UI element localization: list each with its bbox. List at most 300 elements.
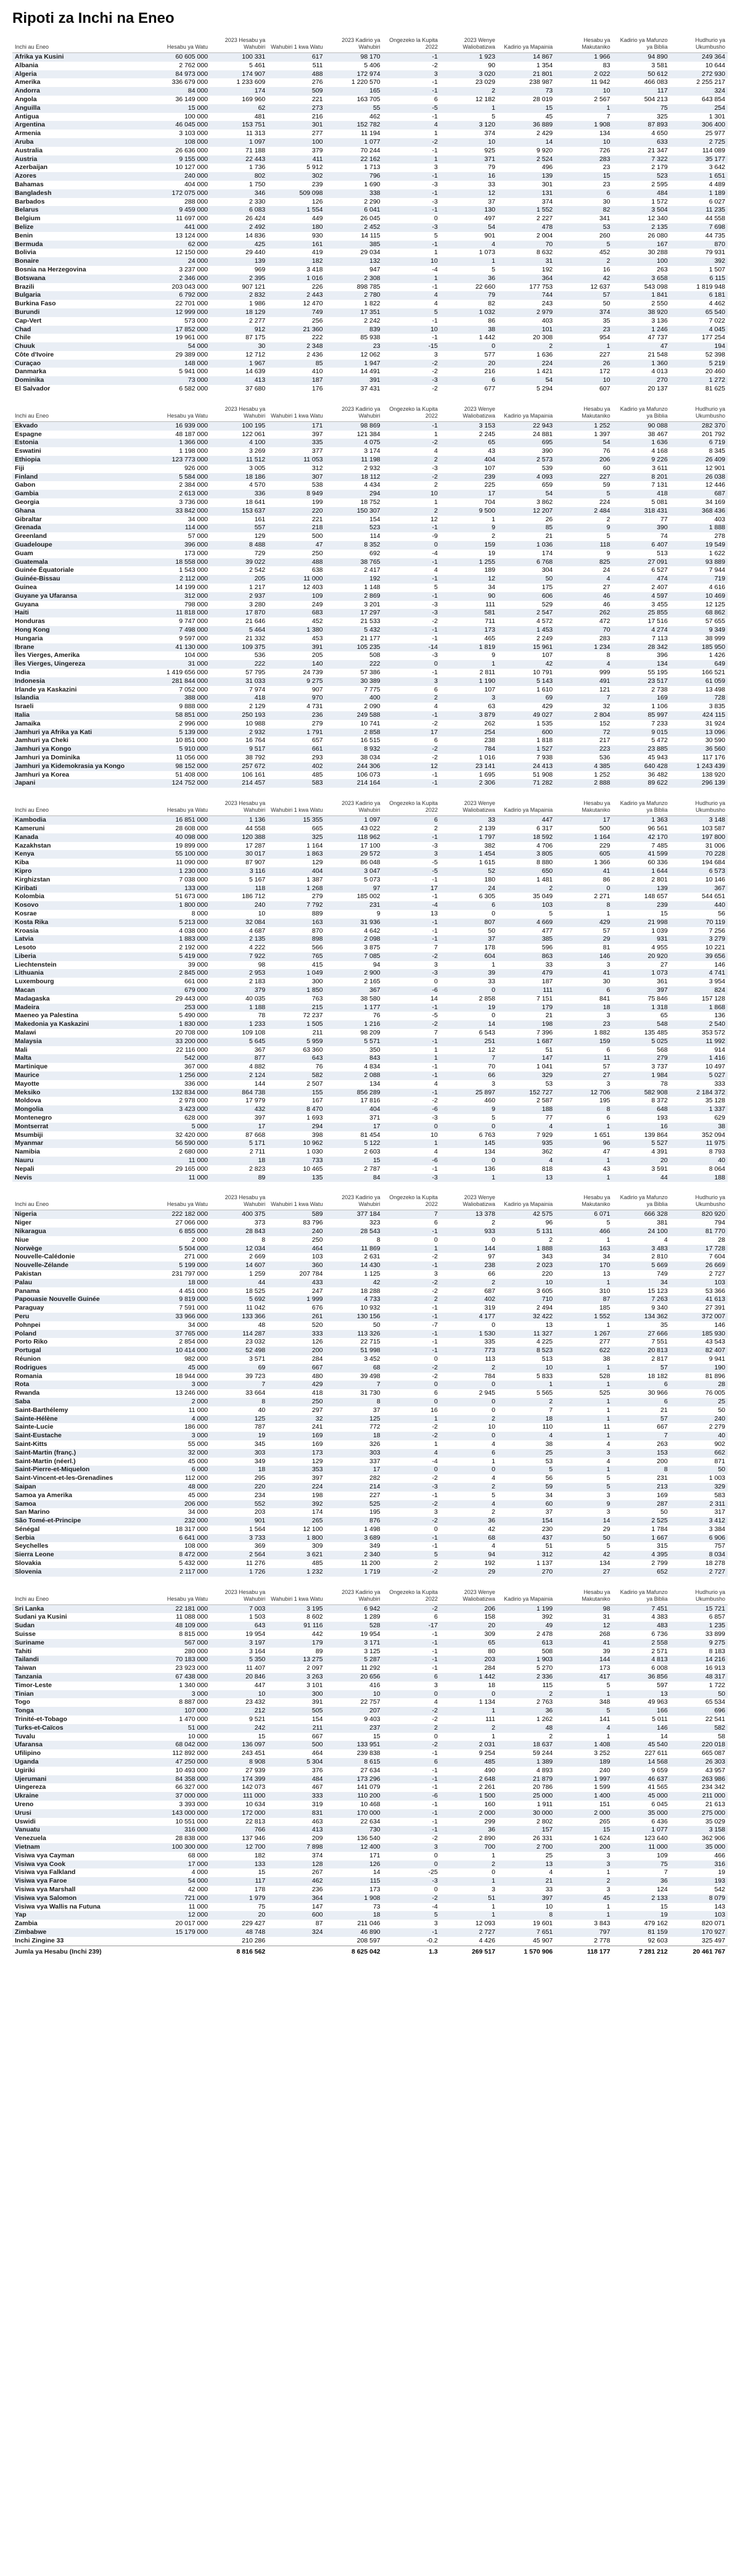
table-cell: 12 207 (498, 507, 555, 516)
country-name: Guatemala (12, 558, 153, 567)
table-cell: 8 372 (612, 1097, 670, 1105)
country-name: Kazakhstan (12, 842, 153, 851)
table-cell: 1 (383, 155, 440, 164)
table-cell: 3 153 (440, 421, 498, 430)
country-name: Porto Riko (12, 1338, 153, 1347)
table-cell: 10 414 000 (153, 1347, 210, 1355)
table-cell: 50 (440, 927, 498, 936)
table-cell: 1 220 570 (325, 78, 382, 87)
table-cell: 42 (440, 1525, 498, 1534)
table-cell: 3 (555, 961, 612, 970)
table-cell: 0 (383, 1123, 440, 1131)
table-row (12, 163, 728, 172)
table-cell: 39 (440, 969, 498, 978)
table-cell: 33 (440, 816, 498, 825)
table-cell: 179 (498, 1004, 555, 1012)
table-cell: 1 (440, 104, 498, 113)
table-cell: 1 498 (325, 1525, 382, 1534)
country-name: Latvia (12, 935, 153, 944)
table-cell: 6 (383, 1758, 440, 1767)
table-cell: 0 (440, 1236, 498, 1245)
table-cell: 6 582 000 (153, 385, 210, 394)
table-cell: 98 (555, 1604, 612, 1613)
country-name: Moldova (12, 1097, 153, 1105)
table-cell: 240 000 (153, 172, 210, 181)
table-cell: 14 (440, 1020, 498, 1029)
table-cell: 338 (325, 189, 382, 198)
table-cell: 568 (612, 1046, 670, 1055)
table-cell: -1 (383, 779, 440, 788)
table-cell: 28 608 000 (153, 825, 210, 833)
table-cell: 3 (555, 1492, 612, 1500)
table-cell: 51 (498, 1046, 555, 1055)
table-cell: 29 (440, 1568, 498, 1577)
table-cell: 276 (268, 78, 325, 87)
country-name: Belarus (12, 206, 153, 215)
table-cell: 38 920 (612, 308, 670, 317)
table-row (12, 1749, 728, 1758)
table-cell: 7 551 (612, 1338, 670, 1347)
table-cell: 36 (498, 1707, 555, 1715)
table-cell: 6 181 (670, 291, 728, 300)
table-cell: 3 621 (268, 1551, 325, 1559)
table-cell: 169 (612, 694, 670, 703)
table-cell: 2 242 (325, 317, 382, 326)
table-cell: 174 (210, 87, 268, 96)
table-cell: 2 (498, 1398, 555, 1406)
table-cell: 220 018 (670, 1741, 728, 1749)
table-cell: 4 045 (670, 326, 728, 334)
country-name: Japani (12, 779, 153, 788)
table-cell: 25 897 (440, 1089, 498, 1097)
table-cell: 199 (268, 498, 325, 507)
table-row (12, 189, 728, 198)
table-cell: 1 636 (612, 439, 670, 447)
table-cell: 452 (555, 249, 612, 257)
table-cell: 41 613 (670, 1295, 728, 1304)
table-cell: 312 (498, 1551, 555, 1559)
table-cell: 3 (555, 1449, 612, 1458)
table-cell: 18 288 (325, 1287, 382, 1296)
table-row (12, 643, 728, 652)
table-cell: -2 (383, 1894, 440, 1903)
table-cell: 9 226 (612, 456, 670, 464)
table-cell: 1 819 (440, 643, 498, 652)
table-cell: 8 183 (670, 1648, 728, 1656)
table-cell: 20 813 (612, 1347, 670, 1355)
table-cell: 170 927 (670, 1928, 728, 1937)
table-row (12, 961, 728, 970)
table-cell: -1 (383, 935, 440, 944)
table-cell: 134 (325, 1080, 382, 1089)
table-cell: 20 137 (612, 385, 670, 394)
table-cell: 19 954 (210, 1630, 268, 1639)
table-cell: 0 (383, 541, 440, 550)
country-name: Grenada (12, 524, 153, 532)
table-cell: 2 129 (210, 703, 268, 711)
table-cell: 32 422 (498, 1313, 555, 1321)
table-cell: 749 (612, 1270, 670, 1279)
table-cell: 11 869 (325, 1245, 382, 1253)
table-cell: 8 908 (210, 1758, 268, 1767)
table-row (12, 232, 728, 241)
table-cell: 24 739 (268, 669, 325, 677)
table-cell: 186 712 (210, 893, 268, 901)
table-row (12, 677, 728, 686)
table-cell: 1 125 (325, 1270, 382, 1279)
table-cell: -3 (383, 376, 440, 385)
table-row (12, 1792, 728, 1801)
country-name: Azerbaijan (12, 163, 153, 172)
table-cell: 193 (612, 1114, 670, 1123)
country-name: Peru (12, 1313, 153, 1321)
table-cell: 81 625 (670, 385, 728, 394)
table-cell: 3 504 (612, 206, 670, 215)
table-cell: 146 (670, 1321, 728, 1330)
table-cell: 3 (440, 1080, 498, 1089)
table-cell: 2 183 (210, 978, 268, 986)
table-cell: 6 855 000 (153, 1228, 210, 1236)
table-cell: 794 (670, 1219, 728, 1228)
table-cell: 14 115 (325, 232, 382, 241)
table-row (12, 1707, 728, 1715)
table-cell: 1 (440, 516, 498, 524)
table-row (12, 1682, 728, 1690)
table-cell: 27 (612, 961, 670, 970)
table-cell: 529 (498, 601, 555, 609)
table-cell: 30 590 (670, 737, 728, 745)
table-row (12, 78, 728, 87)
table-cell: 114 287 (210, 1330, 268, 1339)
table-cell: 18 278 (670, 1559, 728, 1568)
table-cell: 29 (555, 935, 612, 944)
table-cell: 907 (268, 686, 325, 695)
table-cell: 6 (383, 686, 440, 695)
table-cell: -1 (383, 558, 440, 567)
table-cell: 157 (498, 1826, 555, 1835)
table-row (12, 1338, 728, 1347)
table-cell: 925 (440, 147, 498, 155)
table-cell: 15 961 (498, 643, 555, 652)
table-cell: 145 (440, 1139, 498, 1148)
country-name: Guyane ya Ufaransa (12, 592, 153, 601)
table-cell: 13 (498, 1860, 555, 1869)
table-cell: 500 (555, 825, 612, 833)
table-cell: 345 (210, 1440, 268, 1449)
table-cell: 9 340 (612, 1304, 670, 1313)
table-row (12, 1415, 728, 1424)
table-cell: 3 000 (153, 1432, 210, 1440)
table-cell: 542 000 (153, 1054, 210, 1063)
table-cell: 190 (670, 1364, 728, 1373)
country-name: Vanuatu (12, 1826, 153, 1835)
table-cell: 100 (612, 257, 670, 266)
page-title: Ripoti za Inchi na Eneo (12, 10, 175, 27)
table-cell: -1 (383, 592, 440, 601)
table-cell: 98 170 (325, 53, 382, 62)
country-name: Sri Lanka (12, 1604, 153, 1613)
table-cell: -3 (383, 223, 440, 232)
table-cell: 263 (612, 266, 670, 275)
table-cell: 129 (268, 859, 325, 867)
table-cell: 27 666 (612, 1330, 670, 1339)
table-cell: 360 (268, 1261, 325, 1270)
table-cell: 404 (268, 867, 325, 876)
table-cell: 2 022 (555, 70, 612, 79)
table-cell: 2 184 372 (670, 1089, 728, 1097)
table-cell: 662 (670, 1449, 728, 1458)
table-cell: 1 354 (498, 62, 555, 70)
table-row (12, 1012, 728, 1020)
table-cell: 1 189 (670, 189, 728, 198)
table-cell: 9 155 000 (153, 155, 210, 164)
country-name: Tahiti (12, 1648, 153, 1656)
table-cell: 372 007 (670, 1313, 728, 1321)
table-cell: 84 (325, 1174, 382, 1183)
table-cell: 0 (440, 1868, 498, 1877)
country-name: Slovakia (12, 1559, 153, 1568)
table-cell: 9 517 (210, 745, 268, 754)
table-cell: 141 (555, 1715, 612, 1724)
table-cell: 45 000 (153, 1492, 210, 1500)
table-cell: 29 389 000 (153, 351, 210, 360)
table-cell: 47 (555, 1148, 612, 1157)
table-cell: 25 (670, 1398, 728, 1406)
table-cell: 221 (268, 96, 325, 104)
table-cell: 3 571 (210, 1355, 268, 1364)
table-cell: 5 000 (153, 1123, 210, 1131)
table-cell: 16 (612, 1123, 670, 1131)
table-cell: 2 340 (325, 1551, 382, 1559)
table-cell: 5 432 (325, 626, 382, 635)
table-cell: 0 (440, 1012, 498, 1020)
country-name: Montenegro (12, 1114, 153, 1123)
table-row (12, 1483, 728, 1492)
table-cell: 21 360 (268, 326, 325, 334)
table-cell: 622 (555, 1347, 612, 1355)
table-cell: 27 (555, 1071, 612, 1080)
table-cell: -1 (383, 1630, 440, 1639)
table-cell: 2 139 (440, 825, 498, 833)
table-row (12, 1080, 728, 1089)
table-cell: 61 059 (670, 677, 728, 686)
table-cell: 87 175 (210, 334, 268, 342)
country-name: Azores (12, 172, 153, 181)
table-cell: 1 (555, 1321, 612, 1330)
table-cell: 21 646 (210, 617, 268, 626)
table-cell: 10 851 000 (153, 737, 210, 745)
table-cell: 12 100 (268, 1525, 325, 1534)
table-cell: 130 (440, 206, 498, 215)
country-report-table (12, 405, 728, 788)
table-cell: 81 770 (670, 1228, 728, 1236)
table-cell: 15 (210, 1733, 268, 1741)
table-cell: 58 851 000 (153, 711, 210, 720)
table-cell: 227 (555, 351, 612, 360)
table-cell: 267 (268, 1868, 325, 1877)
table-cell: 45 943 (612, 754, 670, 762)
table-row (12, 737, 728, 745)
table-cell: 103 (670, 1911, 728, 1920)
table-cell: -2 (383, 1432, 440, 1440)
table-cell: 2 249 (498, 635, 555, 643)
table-row (12, 1097, 728, 1105)
column-header: 2023 Hesabu ya Wahubiri (210, 36, 268, 53)
table-cell: 59 (498, 1483, 555, 1492)
table-cell: 41 (555, 867, 612, 876)
table-cell: 403 (498, 317, 555, 326)
table-cell: 1 (555, 1174, 612, 1183)
table-cell: 18 317 000 (153, 1525, 210, 1534)
table-row (12, 1313, 728, 1321)
table-cell: 26 (555, 360, 612, 368)
table-cell: 15 (325, 1733, 382, 1741)
country-name: Ujerumani (12, 1775, 153, 1784)
table-cell: 2 603 (325, 1148, 382, 1157)
table-cell: 2 (383, 1724, 440, 1733)
table-cell: 3 (383, 677, 440, 686)
table-cell: 186 000 (153, 1423, 210, 1432)
country-name: Togo (12, 1698, 153, 1707)
table-cell: 15 000 (153, 104, 210, 113)
country-name: Guyana (12, 601, 153, 609)
table-cell: 14 216 (670, 1656, 728, 1664)
table-cell: 2 (383, 456, 440, 464)
table-row (12, 524, 728, 532)
table-cell: 2 117 000 (153, 1568, 210, 1577)
country-name: Austria (12, 155, 153, 164)
table-cell: -4 (383, 266, 440, 275)
table-cell: 44 558 (210, 825, 268, 833)
table-cell: 41 (555, 969, 612, 978)
table-row (12, 490, 728, 498)
table-cell: 4 (555, 1724, 612, 1733)
table-cell: 12 712 (210, 351, 268, 360)
table-cell: 10 634 (210, 1801, 268, 1809)
table-cell: 222 182 000 (153, 1210, 210, 1219)
table-cell: -2 (383, 1568, 440, 1577)
country-name: Timor-Leste (12, 1682, 153, 1690)
table-cell: 69 (498, 694, 555, 703)
country-name: Romania (12, 1373, 153, 1381)
table-header-row (12, 1588, 728, 1605)
table-cell: 49 963 (612, 1698, 670, 1707)
table-cell: 9 275 (268, 677, 325, 686)
country-name: Samoa (12, 1500, 153, 1509)
table-cell: 597 (612, 1682, 670, 1690)
table-cell: 397 (268, 431, 325, 439)
column-header: Kadirio ya Mapainia (498, 799, 555, 816)
table-cell: 21 177 (325, 635, 382, 643)
table-row (12, 584, 728, 592)
table-cell: 282 370 (670, 421, 728, 430)
country-name: Sierra Leone (12, 1551, 153, 1559)
table-cell: 249 588 (325, 711, 382, 720)
table-cell: 500 (268, 532, 325, 541)
table-cell: 1 164 (555, 833, 612, 842)
table-cell: 250 (268, 1398, 325, 1406)
table-cell: 5 171 (210, 1139, 268, 1148)
table-cell: 3 (555, 1508, 612, 1517)
table-row (12, 541, 728, 550)
table-cell: 6 (612, 1381, 670, 1389)
table-cell: 229 427 (210, 1920, 268, 1928)
table-cell: 20 920 (612, 952, 670, 961)
table-cell: 11 697 000 (153, 215, 210, 223)
table-cell: 2 135 (612, 223, 670, 232)
table-cell: 38 765 (325, 558, 382, 567)
table-cell: 1 363 (612, 816, 670, 825)
country-name: Barbados (12, 198, 153, 207)
table-cell: 4 426 (440, 1937, 498, 1946)
table-cell: 898 785 (325, 283, 382, 292)
table-cell: 296 139 (670, 779, 728, 788)
table-cell: 163 (555, 1245, 612, 1253)
table-cell: 12 093 (440, 1920, 498, 1928)
table-cell: -6 (383, 1105, 440, 1114)
table-cell: -2 (383, 1253, 440, 1261)
table-cell: 18 525 (210, 1287, 268, 1296)
table-cell: 117 (612, 87, 670, 96)
table-cell: 87 893 (612, 121, 670, 130)
country-name: Greenland (12, 532, 153, 541)
table-cell: 32 084 (210, 919, 268, 927)
table-cell: 7 944 (670, 566, 728, 575)
table-cell: 1 911 (498, 1801, 555, 1809)
table-cell: 1 784 (612, 1525, 670, 1534)
table-cell: 504 213 (612, 96, 670, 104)
table-cell: 2 384 000 (153, 481, 210, 490)
table-cell: 91 116 (268, 1622, 325, 1630)
country-name: Kenya (12, 850, 153, 859)
column-header: Kadirio ya Mafunzo ya Biblia (612, 799, 670, 816)
country-name: Niger (12, 1219, 153, 1228)
table-cell: 24 (440, 885, 498, 893)
column-header: 2023 Wenye Waliobatizwa (440, 36, 498, 53)
table-cell: 3 148 (670, 816, 728, 825)
table-cell: 397 (268, 1474, 325, 1483)
table-cell: 617 (268, 53, 325, 62)
table-cell: 396 000 (153, 541, 210, 550)
table-cell: 1 610 (498, 686, 555, 695)
table-cell: 4 225 (498, 1338, 555, 1347)
table-cell: 2 290 (325, 198, 382, 207)
table-cell: 4 462 (670, 300, 728, 308)
table-cell: 2 417 (325, 566, 382, 575)
table-cell: 1 318 (612, 1004, 670, 1012)
table-cell: 3 736 000 (153, 498, 210, 507)
table-cell: 1 (555, 910, 612, 919)
table-row (12, 1758, 728, 1767)
table-cell: 31 730 (325, 1389, 382, 1398)
table-cell: 0 (440, 1466, 498, 1474)
table-cell: 15 (498, 104, 555, 113)
table-row (12, 1733, 728, 1741)
country-name: Bangladesh (12, 189, 153, 198)
table-cell: 652 (612, 1568, 670, 1577)
table-cell: 4 (383, 1698, 440, 1707)
table-cell: 3 689 (325, 1534, 382, 1543)
table-cell: 2 700 (498, 1843, 555, 1852)
table-cell: 179 (268, 1639, 325, 1648)
table-cell: 57 (612, 1415, 670, 1424)
table-cell: 90 (440, 62, 498, 70)
table-cell: 0 (440, 1381, 498, 1389)
table-cell: 1 736 (210, 163, 268, 172)
table-cell: 4 (440, 1500, 498, 1509)
table-cell: 73 000 (153, 376, 210, 385)
table-row (12, 1373, 728, 1381)
